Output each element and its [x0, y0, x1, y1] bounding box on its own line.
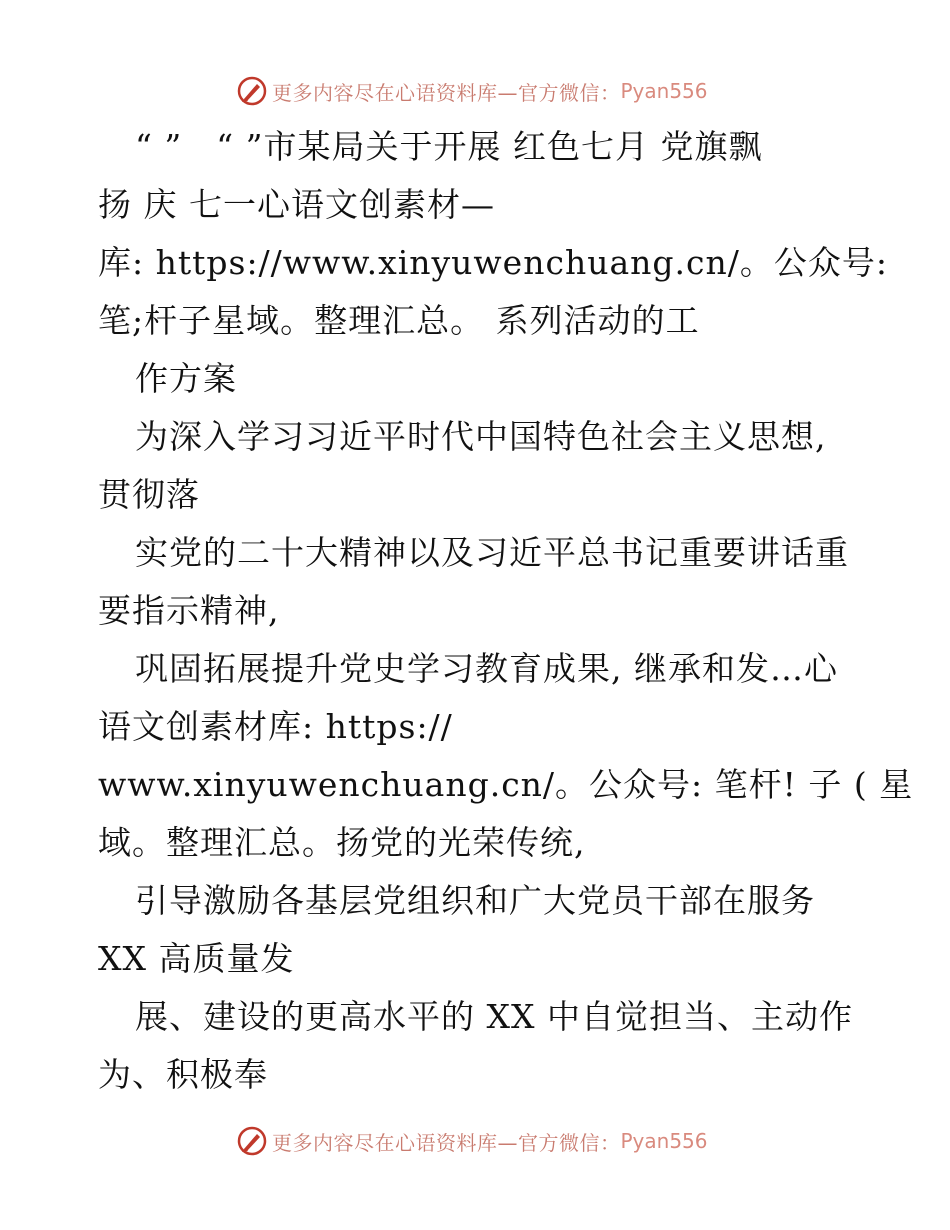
text-line: 域。整理汇总。扬党的光荣传统,	[98, 823, 586, 862]
text-line: 库: https://www.xinyuwenchuang.cn/。公众号:	[98, 243, 888, 282]
text-line: 贯彻落	[98, 475, 200, 514]
text-line: XX 高质量发	[98, 939, 295, 978]
text-line: 笔;杆子星域。整理汇总。 系列活动的工	[98, 301, 700, 340]
watermark-text: 更多内容尽在心语资料库—官方微信：	[272, 80, 621, 105]
text-line: 要指示精神,	[98, 591, 280, 630]
text-line: 扬 庆 七一心语文创素材—	[98, 185, 495, 224]
pen-circle-icon	[236, 1125, 268, 1157]
text-line: 语文创素材库: https://	[98, 707, 453, 746]
text-line: 为深入学习习近平时代中国特色社会主义思想,	[135, 417, 827, 456]
document-body	[98, 118, 914, 1104]
footer-watermark	[236, 1122, 708, 1160]
header-watermark	[236, 72, 708, 110]
watermark-account: Pyan556	[620, 79, 708, 103]
text-line: 巩固拓展提升党史学习教育成果, 继承和发…心	[135, 649, 838, 688]
text-line: 引导激励各基层党组织和广大党员干部在服务	[135, 881, 815, 920]
text-line: 实党的二十大精神以及习近平总书记重要讲话重	[135, 533, 849, 572]
text-line: 作方案	[135, 359, 237, 398]
watermark-account: Pyan556	[620, 1129, 708, 1153]
text-line: 为、积极奉	[98, 1055, 268, 1094]
pen-circle-icon	[236, 75, 268, 107]
text-line: 展、建设的更高水平的 XX 中自觉担当、主动作	[135, 997, 853, 1036]
watermark-text: 更多内容尽在心语资料库—官方微信：	[272, 1130, 621, 1155]
text-line: “ ” “ ”市某局关于开展 红色七月 党旗飘	[135, 127, 763, 166]
text-line: www.xinyuwenchuang.cn/。公众号: 笔杆! 子 ( 星	[98, 765, 914, 804]
